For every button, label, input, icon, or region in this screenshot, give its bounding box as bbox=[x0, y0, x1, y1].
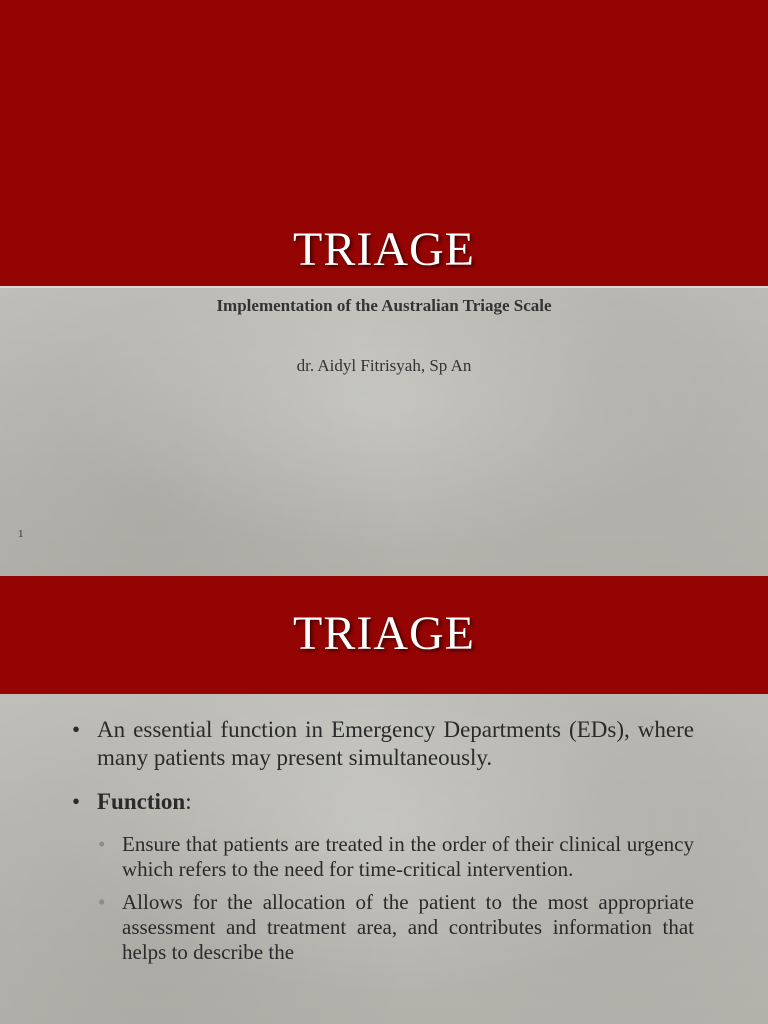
sub-bullet-item bbox=[72, 890, 694, 965]
bullet-list bbox=[72, 716, 694, 973]
sub-bullet-dot-icon: • bbox=[98, 890, 106, 914]
slide-2 bbox=[0, 576, 768, 1024]
bullet-dot-icon: • bbox=[72, 789, 81, 814]
author-name: dr. Aidyl Fitrisyah, Sp An bbox=[296, 356, 472, 375]
sub-bullet-item bbox=[72, 832, 694, 882]
sub-bullet-text: Ensure that patients are treated in the order of their clinical urgency which refers to the need for time-critical intervention. bbox=[122, 832, 694, 881]
bullet-item bbox=[72, 716, 694, 772]
slide-subtitle: Implementation of the Australian Triage Scale bbox=[216, 296, 552, 315]
slide-title: TRIAGE bbox=[293, 223, 475, 276]
sub-bullet-text: Allows for the allocation of the patient to the most appropriate assessment and treatment area, and contributes information that helps to describe the bbox=[122, 890, 694, 964]
page-number: 1 bbox=[18, 528, 24, 540]
sub-bullet-dot-icon: • bbox=[98, 832, 106, 856]
bullet-heading-colon: : bbox=[185, 789, 192, 814]
bullet-text: An essential function in Emergency Departments (EDs), where many patients may present simultaneously. bbox=[97, 717, 694, 770]
slide-title: TRIAGE bbox=[293, 607, 475, 660]
bullet-item bbox=[72, 788, 694, 816]
bullet-dot-icon: • bbox=[72, 717, 81, 742]
slide-body bbox=[0, 286, 768, 576]
bullet-heading: Function bbox=[97, 789, 186, 814]
